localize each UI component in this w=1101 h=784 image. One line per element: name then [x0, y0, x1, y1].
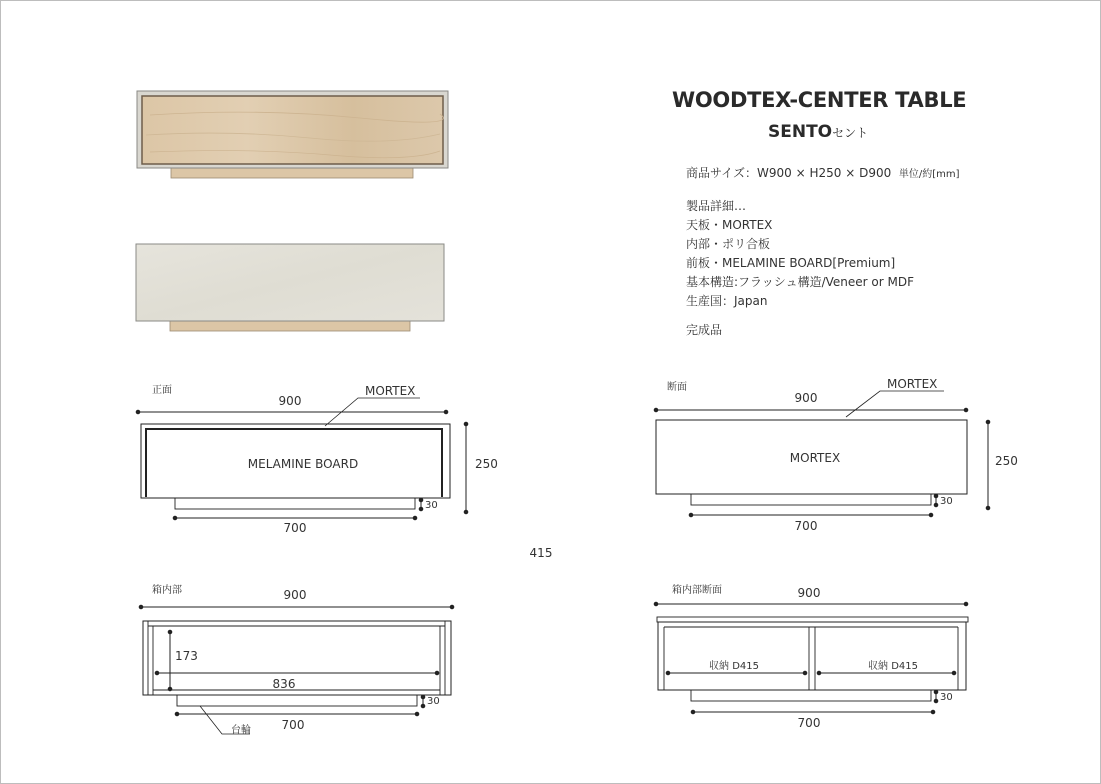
- base-label: 台輪: [231, 725, 251, 736]
- render-wood-front: [137, 91, 448, 178]
- box-interior-height-label: 173: [175, 649, 198, 663]
- detail-line-2: 内部・ポリ合板: [686, 237, 771, 251]
- size-spec: [686, 164, 960, 181]
- box-interior-base-width-label: 700: [281, 718, 305, 732]
- box-interior-width-label: 900: [283, 588, 307, 602]
- front-panel-label: MELAMINE BOARD: [247, 457, 359, 471]
- box-section-caption: 箱内部断面: [672, 585, 722, 596]
- detail-line-3: 前板・MELAMINE BOARD[Premium]: [686, 256, 896, 270]
- product-title: WOODTEX-CENTER TABLE: [672, 88, 967, 112]
- front-base-height-label: 30: [425, 500, 438, 511]
- product-name-kana: セント: [832, 126, 869, 140]
- detail-line-1: 天板・MORTEX: [686, 218, 773, 232]
- front-caption: 正面: [152, 385, 172, 396]
- box-section-width-label: 900: [797, 586, 821, 600]
- storage-left-label: 収納 D415: [709, 661, 759, 672]
- box-interior-section: [654, 602, 968, 714]
- box-interior-elevation: [139, 605, 454, 734]
- section-caption: 断面: [667, 382, 687, 393]
- section-body-label: MORTEX: [789, 451, 841, 465]
- storage-right-label: 収納 D415: [868, 661, 918, 672]
- product-name: SENTO: [768, 122, 833, 142]
- product-subtitle: [768, 122, 868, 142]
- section-base-width-label: 700: [794, 519, 818, 533]
- detail-line-0: 製品詳細…: [686, 199, 747, 213]
- box-section-base-width-label: 700: [797, 716, 821, 730]
- box-interior-base-height-label: 30: [427, 696, 440, 707]
- section-base-height-label: 30: [940, 496, 953, 507]
- box-interior-caption: 箱内部: [152, 585, 182, 596]
- box-interior-inner-width-label: 836: [272, 677, 296, 691]
- section-top-material: MORTEX: [887, 377, 938, 391]
- front-base-width-label: 700: [283, 521, 307, 535]
- size-text: 商品サイズ：W900 × H250 × D900: [686, 166, 892, 180]
- size-unit: 単位/約[mm]: [898, 169, 960, 180]
- front-height-label: 250: [475, 457, 498, 471]
- render-stone-front: [136, 244, 444, 331]
- front-top-material: MORTEX: [365, 384, 416, 398]
- depth-label: 415: [529, 546, 553, 560]
- detail-line-5: 生産国：Japan: [686, 294, 768, 308]
- section-width-label: 900: [794, 391, 818, 405]
- finish-label: 完成品: [686, 323, 723, 337]
- box-section-base-height-label: 30: [940, 692, 953, 703]
- detail-line-4: 基本構造:フラッシュ構造/Veneer or MDF: [686, 275, 914, 289]
- section-height-label: 250: [995, 454, 1018, 468]
- front-width-label: 900: [278, 394, 302, 408]
